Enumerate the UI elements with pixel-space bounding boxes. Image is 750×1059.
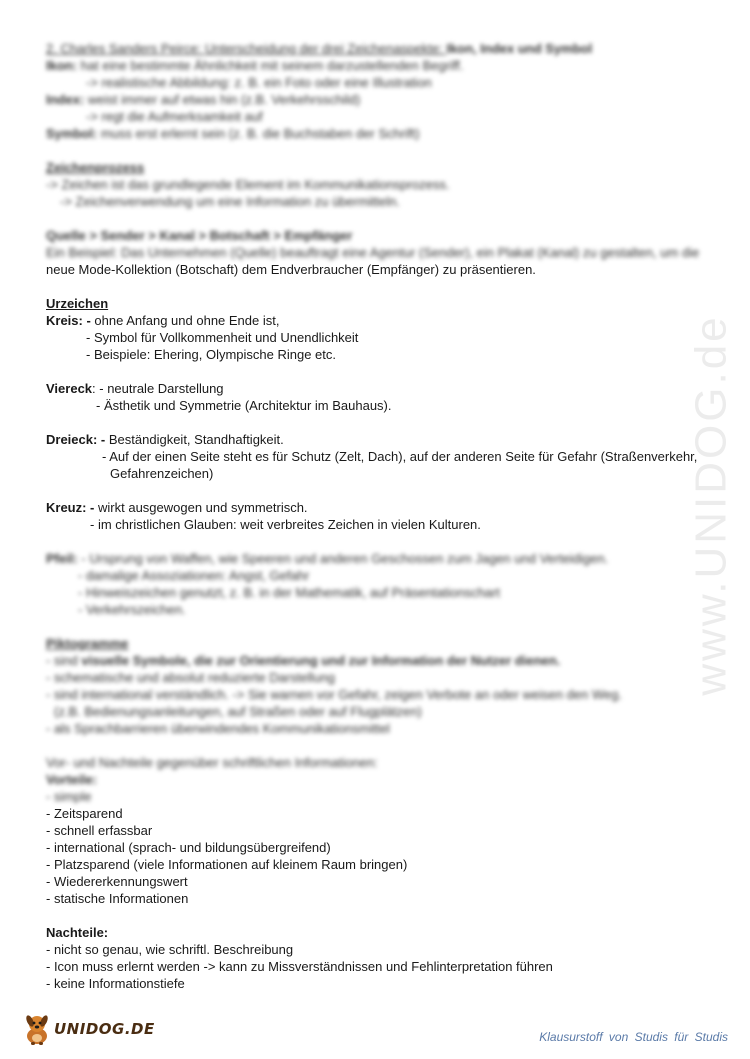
blurred-mid-text: - sind international verständlich. -> Sie warnen vor Gefahr, zeigen Verbote an oder weisen den Weg. (46, 687, 623, 702)
vorteile-item: - Platzsparend (viele Informationen auf kleinem Raum bringen) (46, 857, 408, 872)
blurred-top-text: -> realistische Abbildung: z. B. ein Foto oder eine Illustration (86, 75, 432, 90)
blurred-mid-text: Vorteile: (46, 772, 98, 787)
blurred-top-text: -> regt die Aufmerksamkeit auf (86, 109, 263, 124)
nachteile-item: - nicht so genau, wie schriftl. Beschreibung (46, 942, 294, 957)
kreis-label: Kreis: - (46, 313, 91, 328)
spacer (46, 210, 696, 227)
dreieck-text-1: Beständigkeit, Standhaftigkeit. (108, 432, 284, 447)
blurred-mid-line (46, 601, 696, 618)
kreis-line-3: - Beispiele: Ehering, Olympische Ringe etc. (86, 347, 337, 362)
blurred-mid-line (46, 584, 696, 601)
nachteile-item: - Icon muss erlernt werden -> kann zu Missverständnissen und Fehlinterpretation führen (46, 959, 553, 974)
document-body (46, 40, 700, 992)
blurred-mid-line (46, 771, 696, 788)
vorteile-item: - Wiedererkennungswert (46, 874, 188, 889)
dog-mascot-icon (22, 1012, 52, 1046)
viereck-label: Viereck (46, 381, 93, 396)
blurred-top-line (46, 108, 696, 125)
unidog-logo[interactable] (22, 1012, 155, 1046)
blurred-mid-text: - schematische und absolut reduzierte Darstellung (46, 670, 336, 685)
blurred-mid-line (46, 652, 696, 669)
blurred-top-text: Index: (46, 92, 88, 107)
blurred-section-top (46, 40, 700, 261)
blurred-section-middle (46, 550, 696, 805)
vorteile-item: - statische Informationen (46, 891, 189, 906)
blurred-mid-text: - Hinweiszeichen genutzt, z. B. in der Mathematik, auf Präsentationschart (78, 585, 500, 600)
nachteile-item: - keine Informationstiefe (46, 976, 185, 991)
blurred-top-text: Ikon: (46, 58, 81, 73)
blurred-mid-line (46, 550, 696, 567)
kreuz-label: Kreuz: - (46, 500, 95, 515)
blurred-mid-text: - Ursprung von Waffen, wie Speeren und anderen Geschossen zum Jagen und Verteidigen. (81, 551, 609, 566)
blurred-mid-line (46, 788, 696, 805)
dreieck-line-3: Gefahrenzeichen) (110, 466, 214, 481)
kreis-line-1 (46, 312, 696, 329)
blurred-top-text: Symbol: (46, 126, 101, 141)
footer-tagline: Klausurstoff von Studis für Studis (539, 1030, 728, 1044)
kreuz-line-2: - im christlichen Glauben: weit verbreites Zeichen in vielen Kulturen. (90, 517, 481, 532)
kreuz-text-1: wirkt ausgewogen und symmetrisch. (98, 500, 308, 515)
kreuz-line-1 (46, 499, 696, 516)
viereck-line-2: - Ästhetik und Symmetrie (Architektur im Bauhaus). (96, 398, 392, 413)
blurred-mid-line (46, 669, 696, 686)
blurred-mid-text: (z.B. Bedienungsanleitungen, auf Straßen oder auf Flugplätzen) (54, 704, 422, 719)
blurred-top-line (46, 244, 700, 261)
blurred-mid-text: - damalige Assoziationen: Angst, Gefahr (78, 568, 310, 583)
vorteile-item: - schnell erfassbar (46, 823, 153, 838)
blurred-top-text: -> Zeichen ist das grundlegende Element im Kommunikationsprozess. (46, 177, 450, 192)
spacer (46, 737, 696, 754)
blurred-mid-text: - Verkehrszeichen. (78, 602, 186, 617)
blurred-top-line (46, 159, 696, 176)
blurred-top-text: 2. Charles Sanders Peirce: Unterscheidung der drei Zeichenaspekte: (46, 41, 447, 56)
viereck-line-1 (46, 380, 696, 397)
kreis-text-1: ohne Anfang und ohne Ende ist, (94, 313, 280, 328)
blurred-top-line (46, 74, 696, 91)
blurred-top-text: Ein Beispiel: Das Unternehmen (Quelle) beauftragt eine Agentur (Sender), ein Plakat (Kanal) zu gestalten, um die (46, 245, 700, 260)
blurred-top-text: Ikon, Index und Symbol (446, 41, 593, 56)
blurred-top-text: Zeichenprozess (46, 160, 145, 175)
blurred-mid-line (46, 754, 696, 771)
vorteile-item: - international (sprach- und bildungsübergreifend) (46, 840, 331, 855)
blurred-top-line (46, 125, 696, 142)
dreieck-line-1 (46, 431, 696, 448)
dreieck-label: Dreieck: - (46, 432, 106, 447)
blurred-top-line (46, 40, 696, 57)
blurred-top-text: muss erst erlernt sein (z. B. die Buchstaben der Schrift) (100, 126, 420, 141)
watermark-text: www.UNIDOG.de (687, 314, 737, 696)
blurred-mid-line (46, 703, 696, 720)
urzeichen-intro: neue Mode-Kollektion (Botschaft) dem Endverbraucher (Empfänger) zu präsentieren. (46, 262, 536, 277)
blurred-top-line (46, 227, 696, 244)
blurred-mid-line (46, 720, 696, 737)
blurred-mid-text: Piktogramme (46, 636, 129, 651)
blurred-top-text: -> Zeichenverwendung um eine Information zu übermitteln. (60, 194, 400, 209)
blurred-mid-text: - als Sprachbarrieren überwindendes Kommunikationsmittel (46, 721, 390, 736)
vorteile-item: - Zeitsparend (46, 806, 123, 821)
blurred-top-text: weist immer auf etwas hin (z.B. Verkehrsschild) (87, 92, 361, 107)
urzeichen-heading: Urzeichen (46, 296, 109, 311)
blurred-mid-line (46, 567, 696, 584)
blurred-mid-text: visuelle Symbole, die zur Orientierung und zur Information der Nutzer dienen. (81, 653, 561, 668)
blurred-top-text: hat eine bestimmte Ähnlichkeit mit seinem darzustellenden Begriff. (80, 58, 464, 73)
viereck-text-1: : - neutrale Darstellung (92, 381, 224, 396)
blurred-mid-text: Pfeil: (46, 551, 82, 566)
blurred-top-line (46, 57, 696, 74)
nachteile-list (46, 941, 696, 992)
blurred-mid-line (46, 635, 696, 652)
blurred-top-line (46, 193, 696, 210)
blurred-mid-line (46, 686, 696, 703)
vorteile-list (46, 805, 696, 907)
blurred-top-text: Quelle > Sender > Kanal > Botschaft > Empfänger (46, 228, 353, 243)
blurred-mid-text: Vor- und Nachteile gegenüber schriftlichen Informationen: (46, 755, 378, 770)
spacer (46, 618, 696, 635)
dreieck-line-2: - Auf der einen Seite steht es für Schutz (Zelt, Dach), auf der anderen Seite für Gefahr (Straßenverkehr, (102, 449, 698, 464)
blurred-top-line (46, 176, 696, 193)
logo-text: UNIDOG.DE (54, 1020, 155, 1038)
blurred-top-line (46, 91, 696, 108)
nachteile-heading: Nachteile: (46, 925, 109, 940)
blurred-mid-text: - simple (46, 789, 92, 804)
blurred-mid-text: - sind (46, 653, 82, 668)
kreis-line-2: - Symbol für Vollkommenheit und Unendlichkeit (86, 330, 359, 345)
spacer (46, 142, 696, 159)
